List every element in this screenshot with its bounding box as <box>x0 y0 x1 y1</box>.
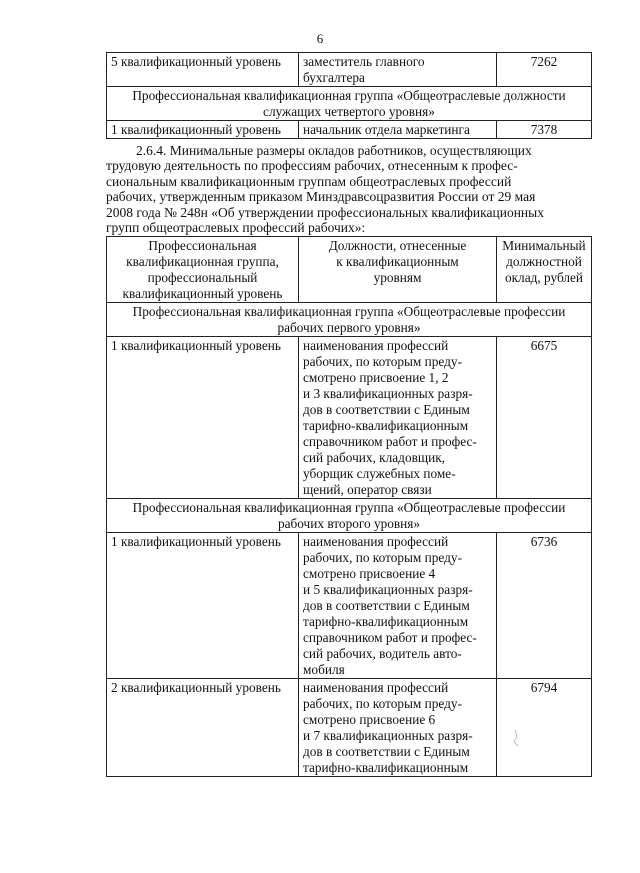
table-row <box>107 533 592 679</box>
salary-cell: 6675 <box>497 337 592 499</box>
table-row <box>107 53 592 87</box>
description-cell: наименования профессий рабочих, по которым преду- смотрено присвоение 1, 2 и 3 квалификационных разря- дов в соответствии с Единым тарифно-квалификационным справочником работ и профес- сий рабочих, кладовщик, уборщик служебных поме- щений, оператор связи <box>299 337 497 499</box>
level-cell: 2 квалификационный уровень <box>107 679 299 777</box>
group-header-cell: Профессиональная квалификационная группа «Общеотраслевые профессии рабочих первого уровня» <box>107 303 592 337</box>
page-number: 6 <box>316 31 324 46</box>
description-cell: наименования профессий рабочих, по которым преду- смотрено присвоение 6 и 7 квалификационных разря- дов в соответствии с Единым тарифно-квалификационным <box>299 679 497 777</box>
header-group-level: Профессиональная квалификационная группа, профессиональный квалификационный уровень <box>107 237 299 303</box>
position-cell: заместитель главного бухгалтера <box>299 53 497 87</box>
paragraph-2-6-4: 2.6.4. Минимальные размеры окладов работников, осуществляющих трудовую деятельность по профессиям рабочих, отнесенным к профес- сиональным квалификационным группам общеотраслевых профессий рабочих, утвержденным приказом Минздравсоцразвития России от 29 мая 2008 года № 248н «Об утверждении профессиональных квалификационных групп общеотраслевых профессий рабочих»: <box>106 143 544 236</box>
salary-cell: 7378 <box>497 121 592 139</box>
group-header-row <box>107 87 592 121</box>
margin-mark <box>512 728 526 748</box>
description-cell: наименования профессий рабочих, по которым преду- смотрено присвоение 4 и 5 квалификационных разря- дов в соответствии с Единым тарифно-квалификационным справочником работ и профес- сий рабочих, водитель авто- мобиля <box>299 533 497 679</box>
salary-table-continued <box>106 52 592 139</box>
salary-cell: 6736 <box>497 533 592 679</box>
workers-salary-table <box>106 236 592 777</box>
group-header-row <box>107 499 592 533</box>
level-cell: 5 квалификационный уровень <box>107 53 299 87</box>
level-cell: 1 квалификационный уровень <box>107 121 299 139</box>
group-header-cell: Профессиональная квалификационная группа «Общеотраслевые должности служащих четвертого уровня» <box>107 87 592 121</box>
level-cell: 1 квалификационный уровень <box>107 533 299 679</box>
group-header-row <box>107 303 592 337</box>
salary-cell: 7262 <box>497 53 592 87</box>
position-cell: начальник отдела маркетинга <box>299 121 497 139</box>
header-min-salary: Минимальный должностной оклад, рублей <box>497 237 592 303</box>
salary-cell: 6794 <box>497 679 592 777</box>
level-cell: 1 квалификационный уровень <box>107 337 299 499</box>
table-header-row <box>107 237 592 303</box>
group-header-cell: Профессиональная квалификационная группа «Общеотраслевые профессии рабочих второго уровня» <box>107 499 592 533</box>
table-row <box>107 121 592 139</box>
header-positions: Должности, отнесенные к квалификационным уровням <box>299 237 497 303</box>
table-row <box>107 337 592 499</box>
